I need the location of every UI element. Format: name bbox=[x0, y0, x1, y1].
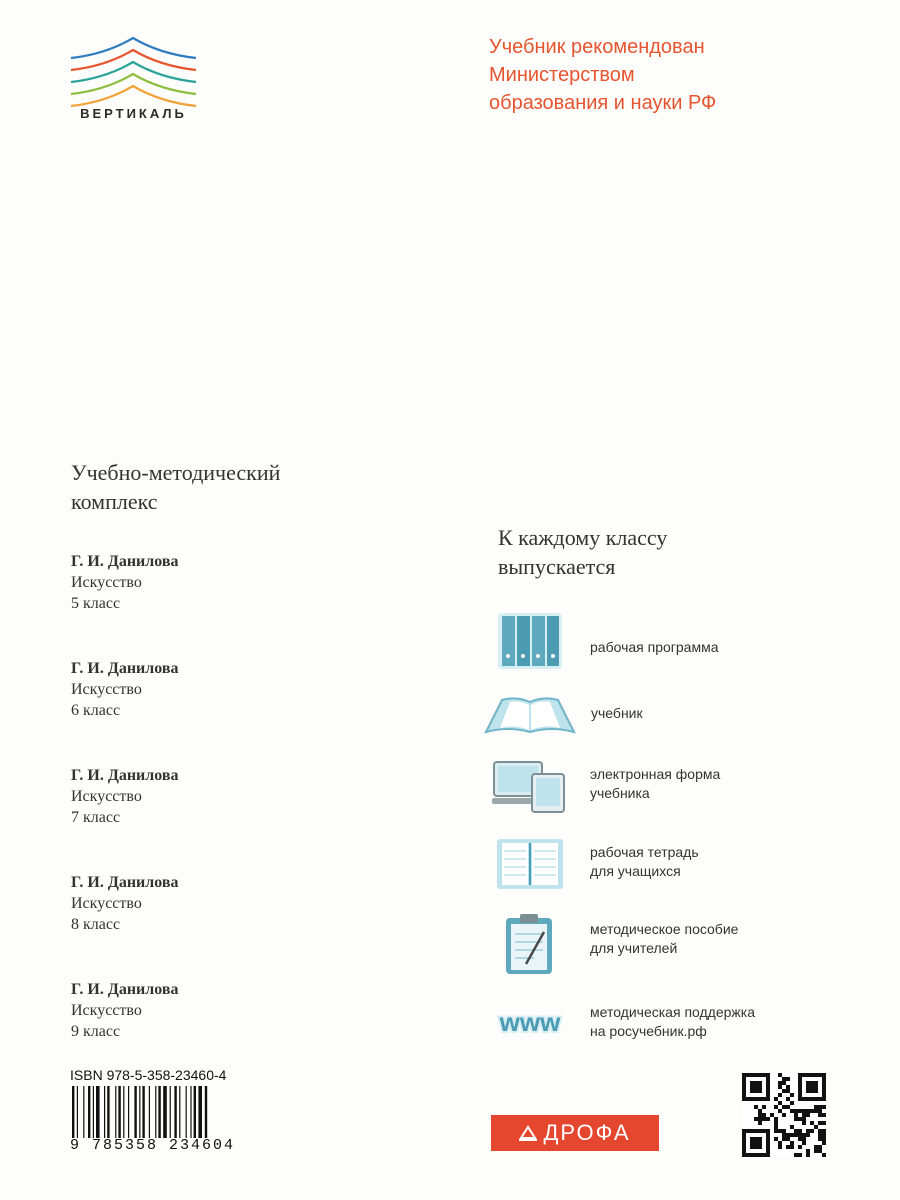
complex-title-line: комплекс bbox=[71, 489, 158, 514]
book-subject: Искусство bbox=[71, 1002, 142, 1019]
recommendation-note bbox=[489, 33, 869, 117]
publisher-logo bbox=[491, 1115, 659, 1151]
book-entry bbox=[71, 551, 371, 614]
devices-icon bbox=[492, 760, 568, 814]
book-author: Г. И. Данилова bbox=[71, 660, 179, 677]
recommendation-line: образования и науки РФ bbox=[489, 92, 717, 114]
book-subject: Искусство bbox=[71, 574, 142, 591]
item-label-line: для учащихся bbox=[590, 863, 681, 879]
book-grade: 7 класс bbox=[71, 809, 121, 826]
book-subject: Искусство bbox=[71, 788, 142, 805]
qr-code-icon[interactable] bbox=[742, 1073, 826, 1157]
book-grade: 6 класс bbox=[71, 702, 121, 719]
each-class-title bbox=[498, 523, 838, 581]
book-subject: Искусство bbox=[71, 681, 142, 698]
book-entry bbox=[71, 765, 371, 828]
book-subject: Искусство bbox=[71, 895, 142, 912]
complex-title-line: Учебно-методический bbox=[71, 460, 281, 485]
publisher-name: ДРОФА bbox=[543, 1120, 631, 1145]
book-entry bbox=[71, 979, 371, 1042]
www-icon bbox=[484, 1003, 576, 1041]
book-grade: 9 класс bbox=[71, 1023, 121, 1040]
item-label-line: методическое пособие bbox=[590, 921, 739, 937]
recommendation-line: Министерством bbox=[489, 64, 635, 86]
each-class-title-line: выпускается bbox=[498, 554, 616, 579]
open-book-icon bbox=[482, 692, 578, 738]
item-label-line: электронная форма bbox=[590, 766, 721, 782]
book-grade: 5 класс bbox=[71, 595, 121, 612]
isbn: ISBN 978-5-358-23460-4 bbox=[70, 1067, 227, 1083]
item-label-line: учебник bbox=[591, 705, 643, 721]
complex-title bbox=[71, 458, 431, 516]
item-label bbox=[590, 638, 719, 657]
recommendation-line: Учебник рекомендован bbox=[489, 36, 705, 58]
each-class-title-line: К каждому классу bbox=[498, 525, 668, 550]
item-label bbox=[591, 704, 643, 723]
binders-icon bbox=[497, 612, 563, 670]
item-label-line: для учителей bbox=[590, 940, 678, 956]
logo-text: ВЕРТИКАЛЬ bbox=[80, 106, 187, 121]
clipboard-icon bbox=[504, 912, 554, 976]
book-author: Г. И. Данилова bbox=[71, 874, 179, 891]
item-label-line: рабочая тетрадь bbox=[590, 844, 699, 860]
item-label bbox=[590, 1003, 755, 1041]
book-grade: 8 класс bbox=[71, 916, 121, 933]
item-label bbox=[590, 843, 699, 881]
publisher-mark-icon bbox=[519, 1124, 537, 1142]
barcode-icon bbox=[72, 1086, 262, 1142]
book-author: Г. И. Данилова bbox=[71, 981, 179, 998]
notebook-icon bbox=[496, 838, 564, 890]
item-label bbox=[590, 765, 720, 803]
book-entry bbox=[71, 872, 371, 935]
barcode-digits: 9 785358 234604 bbox=[70, 1137, 236, 1154]
item-label-line: рабочая программа bbox=[590, 639, 719, 655]
item-label-line: методическая поддержка bbox=[590, 1004, 755, 1020]
item-label-line: учебника bbox=[590, 785, 650, 801]
book-author: Г. И. Данилова bbox=[71, 767, 179, 784]
item-label-line: на росучебник.рф bbox=[590, 1023, 707, 1039]
book-entry bbox=[71, 658, 371, 721]
item-label bbox=[590, 920, 738, 958]
book-author: Г. И. Данилова bbox=[71, 553, 179, 570]
www-icon-text: www bbox=[499, 1007, 561, 1037]
